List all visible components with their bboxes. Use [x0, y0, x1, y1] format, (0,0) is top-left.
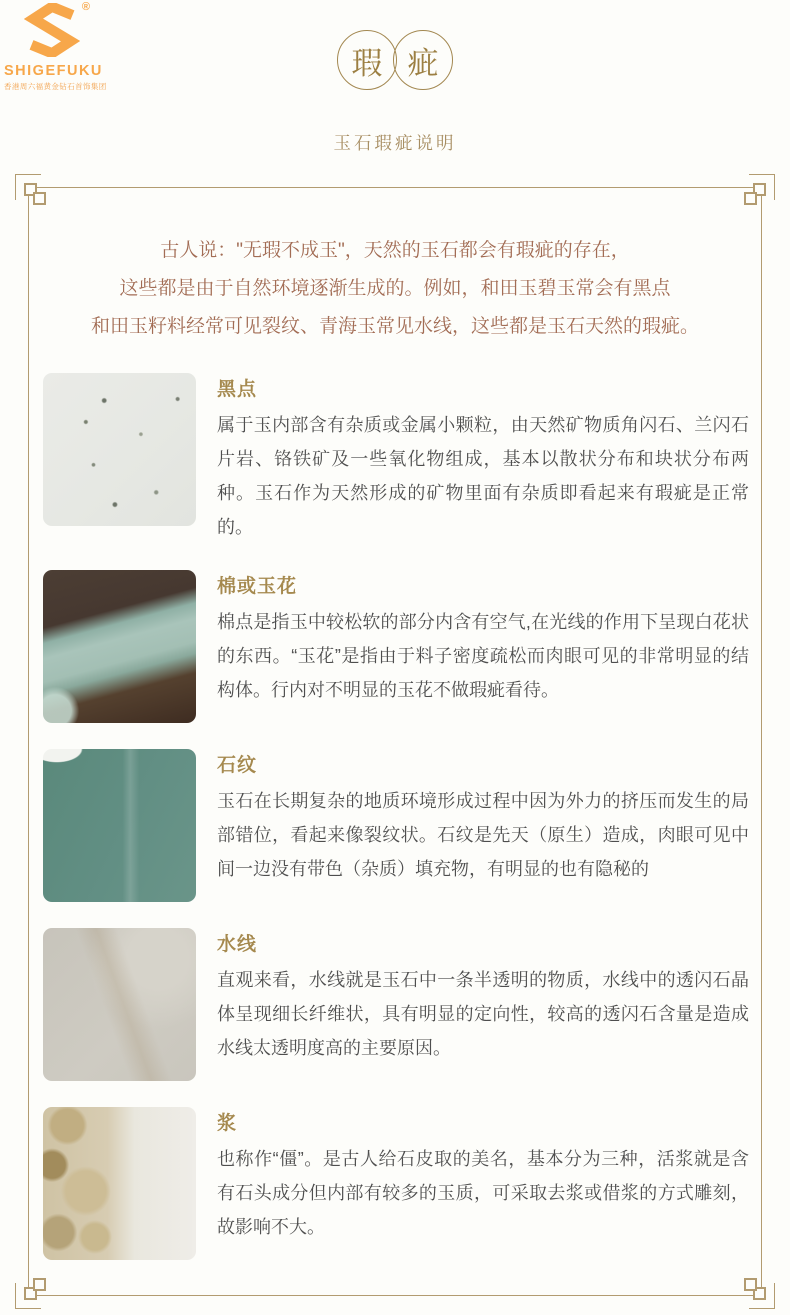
brand-tagline: 香港周六福黄金钻石首饰集团 — [4, 82, 107, 91]
section-body: 玉石在长期复杂的地质环境形成过程中因为外力的挤压而发生的局部错位，看起来像裂纹状。石纹是先天（原生）造成，肉眼可见中间一边没有带色（杂质）填充物，有明显的也有隐秘的 — [217, 791, 749, 879]
content-frame — [28, 187, 762, 1296]
flaw-seal-badge — [0, 30, 790, 90]
frame-corner-ornament — [739, 1273, 775, 1309]
section-stone-line — [43, 749, 761, 902]
frame-corner-ornament — [739, 174, 775, 210]
section-water-line — [43, 928, 761, 1081]
brand-name: SHIGEFUKU — [4, 63, 103, 79]
seal-char-right: 疵 — [407, 45, 439, 82]
section-paste — [43, 1107, 761, 1260]
intro-line: 和田玉籽料经常可见裂纹、青海玉常见水线，这些都是玉石天然的瑕疵。 — [90, 316, 699, 337]
section-body: 棉点是指玉中较松软的部分内含有空气,在光线的作用下呈现白花状的东西。“玉花”是指由于料子密度疏松而肉眼可见的非常明显的结构体。行内对不明显的玉花不做瑕疵看待。 — [217, 612, 749, 700]
section-image-water-line — [43, 928, 196, 1081]
page-title: 玉石瑕疵说明 — [333, 133, 457, 153]
flaw-sections — [29, 373, 761, 1260]
section-title: 棉或玉花 — [217, 576, 298, 597]
frame-corner-ornament — [15, 1273, 51, 1309]
intro-line: 古人说："无瑕不成玉"，天然的玉石都会有瑕疵的存在， — [160, 240, 630, 261]
section-image-stone-line — [43, 749, 196, 902]
section-image-black-dots — [43, 373, 196, 526]
section-title: 石纹 — [217, 755, 258, 776]
section-body: 也称作“僵”。是古人给石皮取的美名，基本分为三种，活浆就是含有石头成分但内部有较多的玉质，可采取去浆或借浆的方式雕刻，故影响不大。 — [217, 1149, 749, 1237]
section-title: 浆 — [217, 1113, 238, 1134]
seal-char-left: 瑕 — [351, 45, 383, 82]
seal-circle-left — [337, 30, 397, 90]
section-cotton-or-jade-flower — [43, 570, 761, 723]
section-body: 属于玉内部含有杂质或金属小颗粒，由天然矿物质角闪石、兰闪石片岩、铬铁矿及一些氧化物组成，基本以散状分布和块状分布两种。玉石作为天然形成的矿物里面有杂质即看起来有瑕疵是正常的。 — [217, 415, 749, 537]
section-title: 水线 — [217, 934, 258, 955]
registered-trademark-icon: ® — [81, 1, 90, 13]
section-body: 直观来看，水线就是玉石中一条半透明的物质，水线中的透闪石晶体呈现细长纤维状，具有明显的定向性，较高的透闪石含量是造成水线太透明度高的主要原因。 — [217, 970, 749, 1058]
section-title: 黑点 — [217, 379, 258, 400]
frame-corner-ornament — [15, 174, 51, 210]
section-image-cotton — [43, 570, 196, 723]
section-black-dots — [43, 373, 761, 544]
seal-circle-right — [393, 30, 453, 90]
intro-paragraph — [29, 232, 761, 346]
intro-line: 这些都是由于自然环境逐渐生成的。例如，和田玉碧玉常会有黑点 — [119, 278, 671, 299]
section-image-paste — [43, 1107, 196, 1260]
